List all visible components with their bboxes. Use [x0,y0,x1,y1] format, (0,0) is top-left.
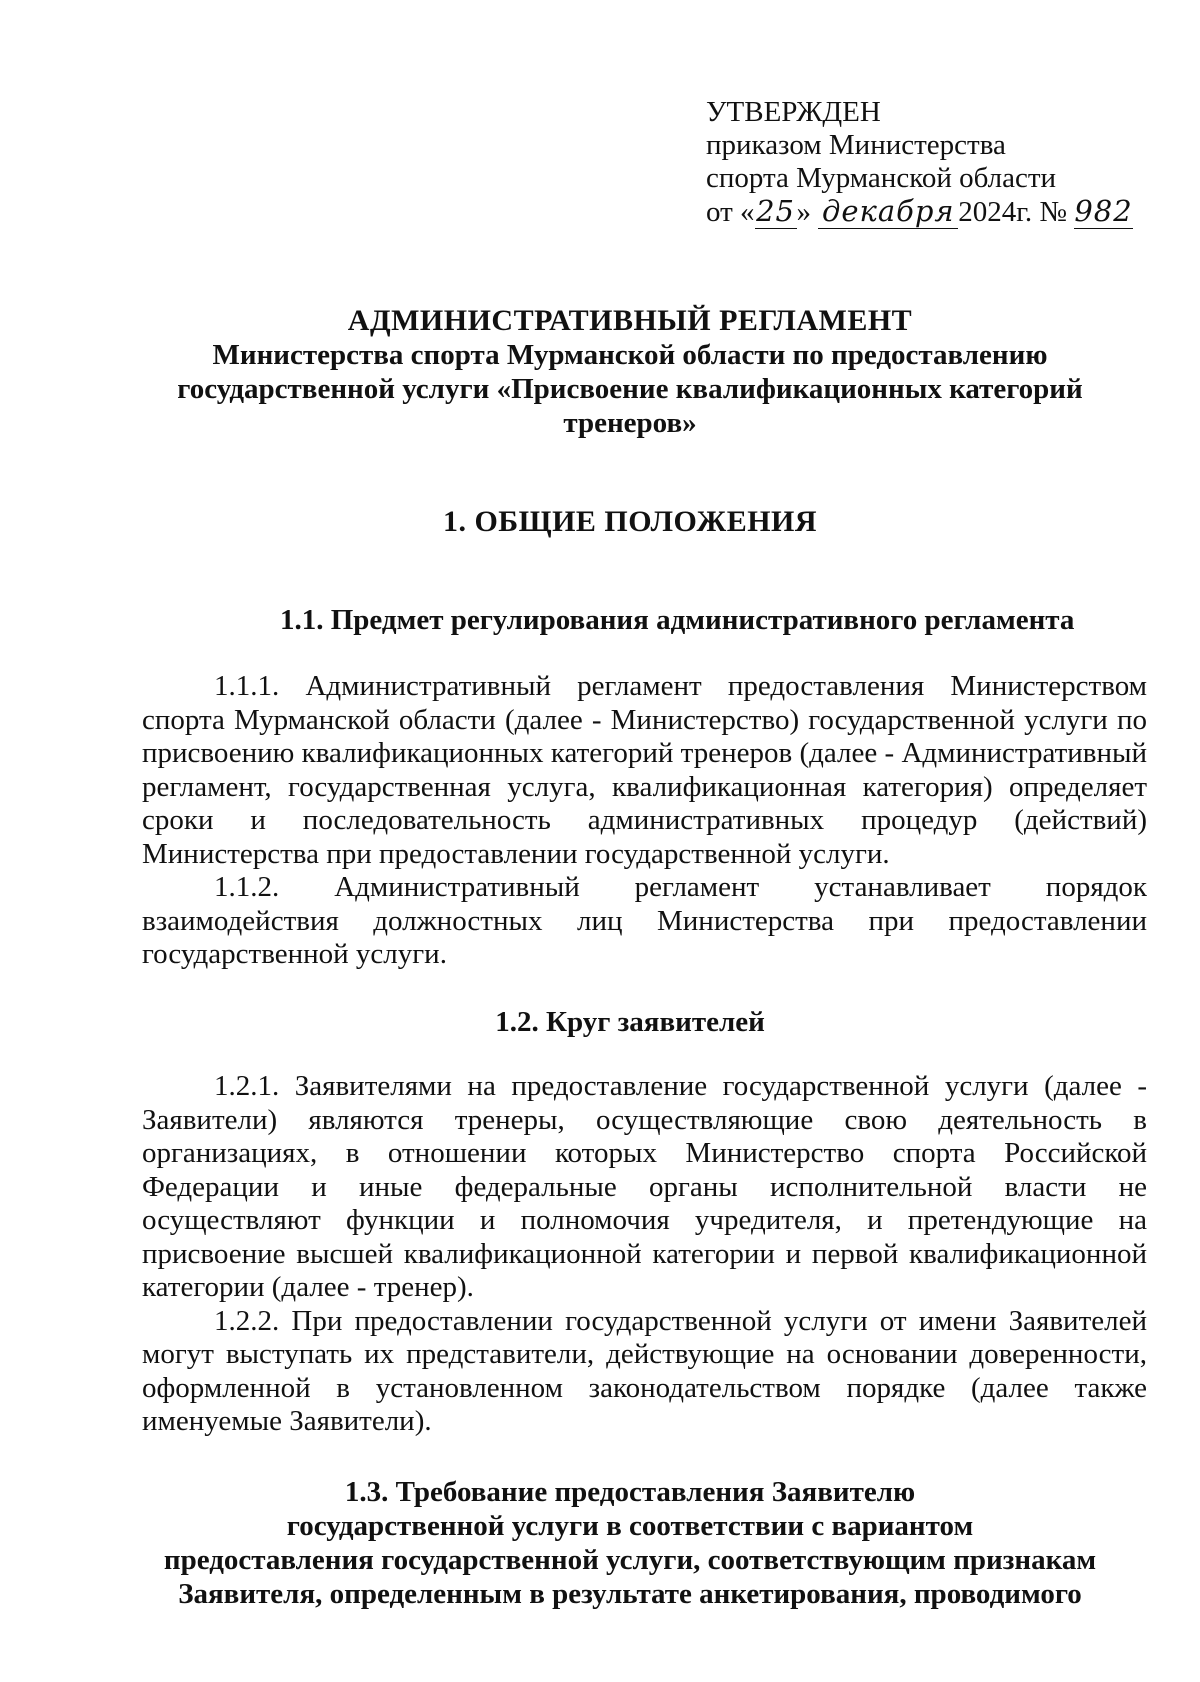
section-1-3-heading [150,1475,1110,1611]
document-title-line4: тренеров» [563,407,697,439]
date-quote-close: » [796,196,812,228]
section-1-3-heading-line3: предоставления государственной услуги, соответствующим признакам [163,1544,1097,1576]
paragraph-1-2-1: 1.2.1. Заявителями на предоставление государственной услуги (далее - Заявители) являются тренеры, осуществляющие свою деятельность в организациях, в отношении которых Министерство спорта Российской Федерации и иные федеральные органы исполнительной власти не осуществляют функции и полномочия учредителя, и претендующие на присвоение высшей квалификационной категории и первой квалификационной категории (далее - тренер). [142,1070,1147,1303]
order-number-handwritten: 982 [1074,194,1133,228]
document-title [150,304,1110,440]
date-month-handwritten: декабря [818,195,958,229]
paragraph-1-1-1: 1.1.1. Административный регламент предоставления Министерством спорта Мурманской области (далее - Министерство) государственной услуги по присвоению квалификационных категорий тренеров (далее - Административный регламент, государственная услуга, квалификационная категория) определяет сроки и последовательность административных процедур (действий) Министерства при предоставлении государственной услуги. [142,670,1147,870]
section-1-heading: 1. ОБЩИЕ ПОЛОЖЕНИЯ [442,505,818,538]
document-title-line2: Министерства спорта Мурманской области по предоставлению [212,339,1048,371]
section-1-3-heading-line4: Заявителя, определенным в результате анкетирования, проводимого [178,1578,1082,1610]
approval-by-order: приказом Министерства [706,129,1006,161]
section-1-1-body [142,670,1147,972]
approval-date-line [706,195,1133,229]
section-1-2-body [142,1070,1147,1439]
date-prefix: от « [706,196,755,228]
approval-stamp [706,96,1133,229]
approval-ministry: спорта Мурманской области [706,162,1057,194]
section-1-3-heading-line2: государственной услуги в соответствии с вариантом [286,1510,974,1542]
section-1-3-heading-line1: 1.3. Требование предоставления Заявителю [344,1476,916,1508]
paragraph-1-2-2: 1.2.2. При предоставлении государственной услуги от имени Заявителей могут выступать их представители, действующие на основании доверенности, оформленной в установленном законодательством порядке (далее также именуемые Заявители). [142,1304,1147,1437]
approval-heading: УТВЕРЖДЕН [706,96,881,128]
section-1-1-heading: 1.1. Предмет регулирования административного регламента [280,604,1075,636]
document-title-line3: государственной услуги «Присвоение квалификационных категорий [177,373,1083,405]
document-title-main: АДМИНИСТРАТИВНЫЙ РЕГЛАМЕНТ [347,304,913,337]
section-1-2-heading: 1.2. Круг заявителей [495,1006,765,1038]
paragraph-1-1-2: 1.1.2. Административный регламент устанавливает порядок взаимодействия должностных лиц Министерства при предоставлении государственной услуги. [142,871,1147,970]
date-day-handwritten: 25 [756,194,795,228]
date-year: 2024г. № [958,196,1068,228]
